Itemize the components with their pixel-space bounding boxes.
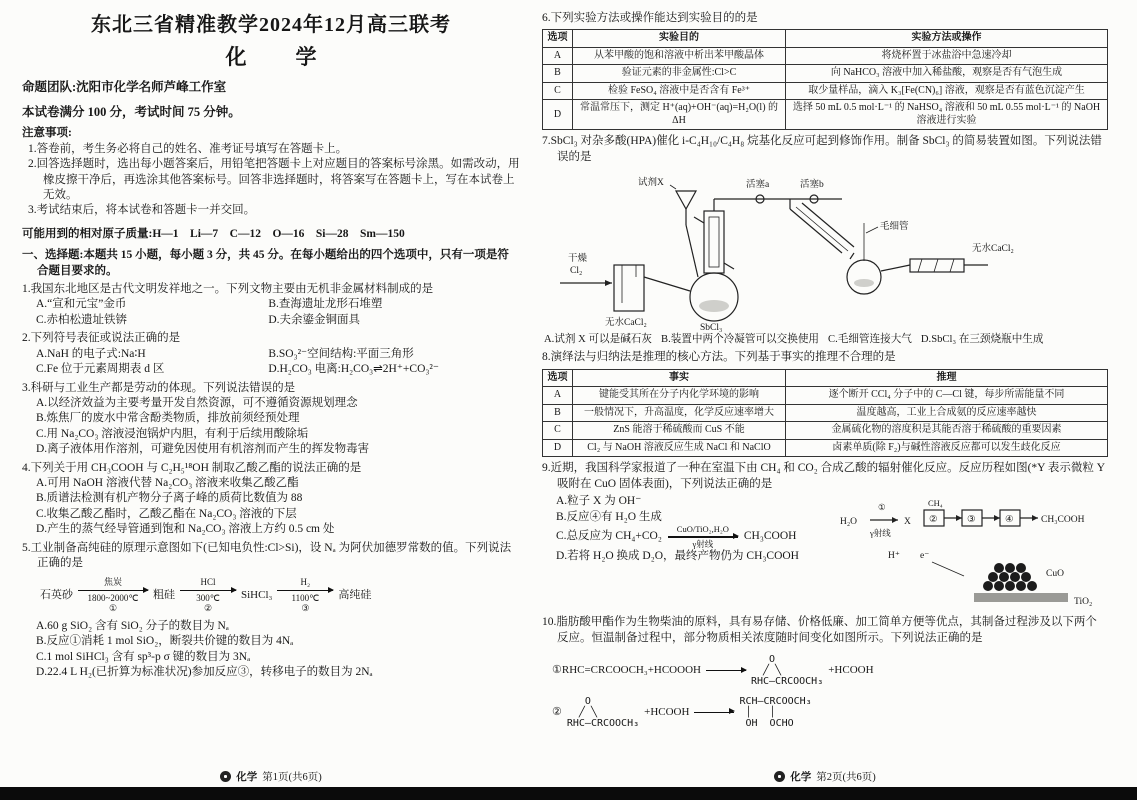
- exam-subject: 化 学: [225, 44, 331, 69]
- flow-node-sihcl3: SiHCl₃: [241, 589, 273, 602]
- q6-b-label: B: [543, 65, 573, 83]
- q10-reaction-2: [542, 696, 1108, 730]
- flow-num-2: ②: [203, 603, 213, 614]
- q8-c-label: C: [543, 422, 573, 440]
- r2-reagent: +HCOOH: [644, 705, 690, 718]
- q3-option-b: B.炼焦厂的废水中常含酚类物质，排放前须经预处理: [36, 412, 300, 425]
- cl2-label: Cl₂: [570, 266, 583, 277]
- footer-subject: 化学: [790, 772, 812, 783]
- footer-page-2: [542, 769, 1108, 784]
- notice-title: 注意事项:: [22, 127, 72, 140]
- q1-option-a: A.“宣和元宝”金币: [36, 298, 127, 311]
- q4-stem: 4.下列关于用 CH₃COOH 与 C₂H₅¹⁸OH 制取乙酸乙酯的说法正确的是: [22, 461, 362, 474]
- q6-a-purpose: 从苯甲酸的饱和溶液中析出苯甲酸晶体: [573, 47, 786, 65]
- flow-num-3: ③: [301, 603, 310, 614]
- reaction-pathway-figure: [836, 494, 1108, 612]
- capillary-label: 毛细管: [880, 222, 909, 233]
- q6-d-method: 选择 50 mL 0.5 mol·L⁻¹ 的 NaHSO₄ 溶液和 50 mL 0.55 mol·L⁻¹ 的 NaOH 溶液进行实验: [786, 100, 1108, 130]
- footer-logo-icon: [220, 771, 231, 782]
- q7-option-d: D.SbCl₃ 在三颈烧瓶中生成: [920, 334, 1044, 346]
- q5-option-b: B.反应①消耗 1 mol SiO₂，断裂共价键的数目为 4Nₐ: [36, 635, 294, 648]
- q9-c-arrow: [668, 525, 738, 549]
- flow-node-crude-si: 粗硅: [153, 589, 175, 602]
- cacl2-left-label: 无水CaCl₂: [605, 318, 647, 329]
- footer-page-number: 第2页(共6页): [816, 772, 876, 783]
- q9-option-b: B.反应④有 H₂O 生成: [556, 510, 662, 523]
- q9-c-above: CuO/TiO₂,H₂O: [676, 523, 729, 534]
- q6-header-method: 实验方法或操作: [786, 30, 1108, 48]
- arrow-line: [668, 536, 738, 537]
- step4-num: ④: [1005, 515, 1014, 526]
- q7-option-b: B.装置中两个冷凝管可以交换使用: [661, 334, 820, 346]
- q2-options: [22, 347, 520, 378]
- footer-subject: 化学: [236, 772, 258, 783]
- flow-node-quartz: 石英砂: [40, 589, 73, 602]
- epoxide-structure: [567, 696, 639, 730]
- q5-option-d: D.22.4 L H₂(已折算为标准状况)参加反应③，转移电子的数目为 2Nₐ: [36, 666, 373, 679]
- particle-x-label: X: [904, 517, 911, 528]
- q3-option-a: A.以经济效益为主要考量开发自然资源，可不遵循资源规划理念: [36, 396, 358, 409]
- question-8: [542, 350, 1108, 457]
- q8-header-option: 选项: [543, 369, 573, 387]
- q6-b-method: 向 NaHCO₃ 溶液中加入稀盐酸，观察是否有气泡生成: [786, 65, 1108, 83]
- epoxide-bonds: ╱ ╲: [566, 706, 597, 718]
- q8-d-label: D: [543, 439, 573, 457]
- flow-arrow-3: [277, 577, 333, 613]
- product-line-2: │ │: [739, 706, 776, 718]
- table-row: [543, 47, 1108, 65]
- table-row: [543, 65, 1108, 83]
- flow-arrow-2: [180, 577, 236, 613]
- epoxide-base: RHC—CRCOOCH₃: [566, 717, 640, 729]
- tap-b-label: 活塞b: [800, 180, 824, 191]
- epoxide-base: RHC—CRCOOCH₃: [750, 676, 824, 688]
- q9-option-c: [542, 525, 830, 549]
- q6-header-row: [543, 30, 1108, 48]
- q4-option-a: A.可用 NaOH 溶液代替 Na₂CO₃ 溶液来收集乙酸乙酯: [36, 476, 299, 489]
- q1-options: [22, 297, 520, 328]
- q8-d-inference: 卤素单质(除 F₂)与碱性溶液反应都可以发生歧化反应: [786, 439, 1108, 457]
- footer-logo-icon: [774, 771, 785, 782]
- step3-num: ③: [967, 515, 976, 526]
- arrow-line: [706, 670, 746, 671]
- cacl2-right-label: 无水CaCl₂: [972, 244, 1014, 255]
- question-1: [22, 282, 520, 328]
- sbcl3-label: SbCl₃: [700, 323, 723, 334]
- q3-option-d: D.离子液体用作溶剂，可避免因使用有机溶剂而产生的挥发物毒害: [36, 443, 370, 456]
- q6-header-option: 选项: [543, 30, 573, 48]
- q7-option-c: C.毛细管连接大气: [828, 334, 912, 346]
- arrow-line: [180, 590, 236, 591]
- q9-c-right: CH₃COOH: [743, 530, 797, 543]
- q9-option-a: A.粒子 X 为 OH⁻: [556, 495, 642, 508]
- q5-stem: 5.工业制备高纯硅的原理示意图如下(已知电负性:Cl>Si)，设 Nₐ 为阿伏加德罗常数的值。下列说法正确的是: [22, 541, 512, 569]
- q6-c-method: 取少量样品，滴入 K₃[Fe(CN)₆] 溶液，观察是否有蓝色沉淀产生: [786, 82, 1108, 100]
- table-row: [543, 82, 1108, 100]
- q8-c-fact: ZnS 能溶于稀硫酸而 CuS 不能: [573, 422, 786, 440]
- q8-a-inference: 逐个断开 CCl₄ 分子中的 C—Cl 键，每步所需能量不同: [786, 387, 1108, 405]
- q3-option-c: C.用 Na₂CO₃ 溶液浸泡锅炉内胆，有利于后续用酸除垢: [36, 427, 309, 440]
- flow-reagent-1: 焦炭: [103, 577, 122, 588]
- page-1: [22, 8, 520, 680]
- h-plus-label: H⁺: [888, 551, 900, 562]
- q7-stem: 7.SbCl₃ 对杂多酸(HPA)催化 i-C₄H₁₀/C₄H₈ 烷基化反应可起到修饰作用。制备 SbCl₃ 的简易装置如图。下列说法错误的是: [542, 135, 1102, 163]
- q5-flow-diagram: [40, 577, 520, 613]
- epoxide-structure: [751, 654, 823, 688]
- arrow-line: [277, 590, 333, 591]
- question-9: [542, 461, 1108, 612]
- q6-d-label: D: [543, 100, 573, 130]
- q9-c-below: γ射线: [692, 538, 714, 549]
- question-10: [542, 615, 1108, 729]
- q9-body: [542, 494, 1108, 612]
- q10-reaction-1: [542, 654, 1108, 688]
- table-row: [543, 422, 1108, 440]
- q5-option-c: C.1 mol SiHCl₃ 含有 sp³-p σ 键的数目为 3Nₐ: [36, 650, 251, 663]
- q9-c-left: C.总反应为 CH₄+CO₂: [556, 530, 662, 543]
- q6-d-purpose: 常温常压下，测定 H⁺(aq)+OH⁻(aq)=H₂O(l) 的 ΔH: [573, 100, 786, 130]
- question-2: [22, 331, 520, 377]
- q6-b-purpose: 验证元素的非金属性:Cl>C: [573, 65, 786, 83]
- notice-item-2: 2.回答选择题时，选出每小题答案后，用铅笔把答题卡上对应题目的答案标号涂黑。如需改动，用橡皮擦干净后，再选涂其他答案标号。回答非选择题时，将答案写在答题卡上，写在本试卷上无效。: [28, 158, 520, 202]
- scan-bottom-edge: [0, 787, 1137, 800]
- product-structure: [739, 696, 811, 730]
- q4-option-c: C.收集乙酸乙酯时，乙酸乙酯在 Na₂CO₃ 溶液的下层: [36, 507, 297, 520]
- notice-list: [22, 142, 520, 219]
- q4-option-b: B.质谱法检测有机产物分子离子峰的质荷比数值为 88: [36, 492, 303, 505]
- q7-options: [542, 333, 1108, 347]
- q8-stem: 8.演绎法与归纳法是推理的核心方法。下列基于事实的推理不合理的是: [542, 351, 896, 364]
- q9-stem: 9.近期，我国科学家报道了一种在室温下由 CH₄ 和 CO₂ 合成乙酸的辐射催化反应。反应历程如图(*Y 表示微粒 Y 吸附在 CuO 固体表面)，下列说法正确的是: [542, 462, 1105, 490]
- q2-option-a: A.NaH 的电子式:Na∶H: [36, 347, 146, 360]
- tap-a-label: 活塞a: [746, 180, 770, 191]
- atomic-mass-line: 可能用到的相对原子质量:H—1 Li—7 C—12 O—16 Si—28 Sm—150: [22, 227, 405, 240]
- q3-stem: 3.科研与工业生产都是劳动的体现。下列说法错误的是: [22, 381, 296, 394]
- q8-a-label: A: [543, 387, 573, 405]
- flow-reagent-2: HCl: [200, 577, 216, 588]
- q8-header-row: [543, 369, 1108, 387]
- h2o-label: H₂O: [840, 517, 858, 528]
- section-header: 一、选择题:本题共 15 小题，每小题 3 分，共 45 分。在每小题给出的四个选项中，只有一项是符合题目要求的。: [22, 249, 509, 277]
- epoxide-bonds: ╱ ╲: [750, 665, 782, 677]
- q10-stem: 10.脂肪酸甲酯作为生物柴油的原料，具有易存储、价格低廉、加工简单方便等优点，其制备过程涉及以下两个反应。恒温制备过程中，部分物质相关浓度随时间变化如图所示。下列说法正确的是: [542, 616, 1097, 644]
- apparatus-figure: [542, 165, 1102, 333]
- question-3: [22, 381, 520, 458]
- gamma-label: γ射线: [870, 528, 891, 539]
- q6-a-method: 将烧杯置于冰盐浴中急速冷却: [786, 47, 1108, 65]
- team-line: 命题团队:沈阳市化学名师芦峰工作室: [22, 79, 227, 94]
- reagent-x-label: 试剂X: [638, 178, 664, 189]
- q1-option-c: C.赤柏松遗址铁锛: [36, 313, 128, 326]
- exam-title: 东北三省精准教学2024年12月高三联考: [91, 14, 451, 36]
- footer-page-1: [22, 769, 520, 784]
- table-row: [543, 439, 1108, 457]
- notice-item-3: 3.考试结束后，将本试卷和答题卡一并交回。: [28, 204, 256, 217]
- epoxide-oxygen: O: [566, 695, 591, 707]
- q7-option-a: A.试剂 X 可以是碱石灰: [544, 334, 652, 346]
- cuo-label: CuO: [1046, 569, 1064, 580]
- q6-table: [542, 29, 1108, 130]
- flow-temp-2: 300℃: [196, 593, 220, 604]
- epoxide-oxygen: O: [750, 653, 776, 665]
- product-line-3: OH OCHO: [739, 717, 794, 729]
- page-2: [542, 8, 1108, 729]
- q2-option-d: D.H₂CO₃ 电离:H₂CO₃⇌2H⁺+CO₃²⁻: [268, 363, 439, 376]
- flow-num-1: ①: [108, 603, 118, 614]
- q6-header-purpose: 实验目的: [573, 30, 786, 48]
- exam-info-line: 本试卷满分 100 分，考试时间 75 分钟。: [22, 104, 241, 119]
- footer-page-number: 第1页(共6页): [262, 772, 322, 783]
- q5-option-a: A.60 g SiO₂ 含有 SiO₂ 分子的数目为 Nₐ: [36, 619, 229, 632]
- q8-b-label: B: [543, 404, 573, 422]
- q6-stem: 6.下列实验方法或操作能达到实验目的的是: [542, 12, 758, 24]
- product-line-1: RCH—CRCOOCH₃: [739, 695, 812, 707]
- table-row: [543, 404, 1108, 422]
- q2-stem: 2.下列符号表征或说法正确的是: [22, 332, 181, 345]
- q8-d-fact: Cl₂ 与 NaOH 溶液反应生成 NaCl 和 NaClO: [573, 439, 786, 457]
- flow-temp-3: 1100℃: [291, 593, 320, 604]
- q8-b-fact: 一般情况下，升高温度，化学反应速率增大: [573, 404, 786, 422]
- flow-temp-1: 1800~2000℃: [87, 593, 139, 604]
- q8-a-fact: 键能受其所在分子内化学环境的影响: [573, 387, 786, 405]
- notice-item-1: 1.答卷前，考生务必将自己的姓名、准考证号填写在答题卡上。: [28, 142, 348, 155]
- question-7: [542, 134, 1108, 347]
- step1-num: ①: [878, 502, 886, 513]
- q4-option-d: D.产生的蒸气经导管通到饱和 Na₂CO₃ 溶液上方约 0.5 cm 处: [36, 523, 335, 536]
- q6-c-purpose: 检验 FeSO₄ 溶液中是否含有 Fe³⁺: [573, 82, 786, 100]
- product-label: CH₃COOH: [1041, 515, 1085, 526]
- arrow-line: [694, 712, 734, 713]
- question-4: [22, 461, 520, 538]
- tio2-label: TiO₂: [1074, 597, 1093, 608]
- q8-b-inference: 温度越高，工业上合成氨的反应速率越快: [786, 404, 1108, 422]
- dry-label: 干燥: [568, 254, 588, 265]
- q6-a-label: A: [543, 47, 573, 65]
- r1-byproduct: +HCOOH: [828, 664, 874, 677]
- q1-option-b: B.查海遗址龙形石堆塑: [268, 298, 383, 311]
- electron-label: e⁻: [920, 551, 930, 562]
- q9-options: [542, 494, 830, 612]
- q8-table: [542, 369, 1108, 458]
- q1-option-d: D.夫余鎏金铜面具: [268, 313, 360, 326]
- q6-c-label: C: [543, 82, 573, 100]
- table-row: [543, 100, 1108, 130]
- q2-option-c: C.Fe 位于元素周期表 d 区: [36, 363, 165, 376]
- r1-reactants: ①RHC=CRCOOCH₃+HCOOOH: [552, 664, 701, 677]
- q9-option-d: D.若将 H₂O 换成 D₂O，最终产物仍为 CH₃COOH: [556, 550, 799, 563]
- flow-reagent-3: H₂: [300, 577, 311, 588]
- q1-stem: 1.我国东北地区是古代文明发祥地之一。下列文物主要由无机非金属材料制成的是: [22, 283, 434, 296]
- table-row: [543, 387, 1108, 405]
- q8-c-inference: 金属硫化物的溶度积是其能否溶于稀硫酸的重要因素: [786, 422, 1108, 440]
- ch4-label: CH₄: [928, 498, 943, 509]
- q8-header-fact: 事实: [573, 369, 786, 387]
- flow-arrow-1: [78, 577, 148, 613]
- q8-header-inference: 推理: [786, 369, 1108, 387]
- flow-node-pure-si: 高纯硅: [338, 589, 372, 602]
- step2-num: ②: [929, 515, 938, 526]
- arrow-line: [78, 590, 148, 591]
- question-6: [542, 11, 1108, 130]
- r2-number: ②: [552, 705, 562, 718]
- q2-option-b: B.SO₃²⁻空间结构:平面三角形: [268, 347, 414, 360]
- question-5: [22, 541, 520, 681]
